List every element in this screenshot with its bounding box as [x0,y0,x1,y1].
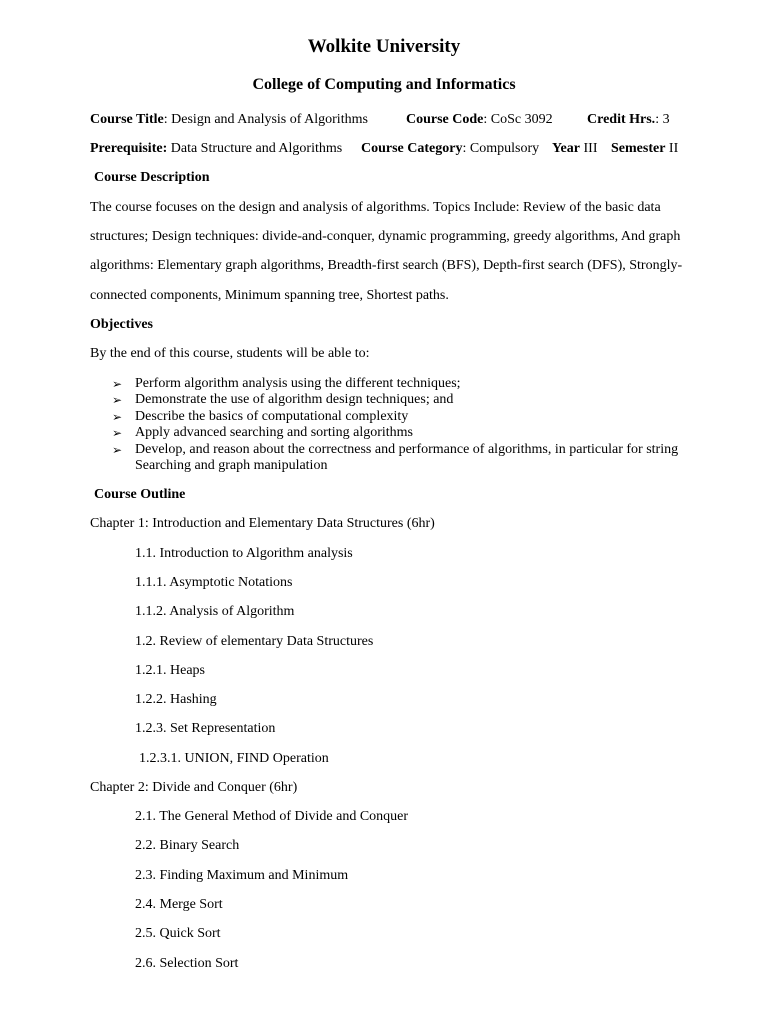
description-line: The course focuses on the design and analysis of algorithms. Topics Include: Review of the basic data [90,200,661,215]
outline-item: 2.2. Binary Search [135,838,240,853]
credit-hours-value: : 3 [655,112,670,127]
arrow-bullet-icon: ➢ [112,409,123,424]
objective-text: Demonstrate the use of algorithm design techniques; and [135,392,454,408]
university-title: Wolkite University [307,36,461,57]
objective-text: Apply advanced searching and sorting algorithms [135,425,413,441]
course-category-label: Course Category [361,141,463,156]
list-item [112,409,712,425]
description-line: connected components, Minimum spanning tree, Shortest paths. [90,288,449,303]
course-code-value: : CoSc 3092 [483,112,553,127]
college-title: College of Computing and Informatics [252,76,516,93]
chapter-title: Chapter 1: Introduction and Elementary Data Structures (6hr) [90,516,435,531]
semester-label: Semester [611,141,666,156]
outline-item: 1.2. Review of elementary Data Structures [135,634,374,649]
arrow-bullet-icon: ➢ [112,377,123,391]
prerequisite-line [90,141,342,157]
list-item [112,376,712,392]
outline-item: 1.1.1. Asymptotic Notations [135,575,293,590]
objectives-list [112,376,712,474]
year-label: Year [552,141,580,156]
objectives-heading: Objectives [90,317,153,332]
outline-item: 2.1. The General Method of Divide and Conquer [135,809,409,824]
arrow-bullet-icon: ➢ [112,393,123,408]
list-item [112,392,712,408]
outline-heading: Course Outline [94,487,186,502]
arrow-bullet-icon: ➢ [112,426,123,441]
prerequisite-label: Prerequisite: [90,141,168,156]
course-category-line [361,141,539,157]
course-code-line [406,112,553,128]
outline-item: 2.5. Quick Sort [135,926,221,941]
outline-item: 1.1.2. Analysis of Algorithm [135,604,295,619]
credit-hours-line [587,112,670,128]
outline-item: 2.6. Selection Sort [135,956,239,971]
list-item [112,442,712,475]
chapter-title: Chapter 2: Divide and Conquer (6hr) [90,780,298,795]
semester-line [611,141,678,157]
course-category-value: : Compulsory [462,141,540,156]
description-line: structures; Design techniques: divide-and-conquer, dynamic programming, greedy algorithms, And graph [90,229,681,244]
course-title-value: : Design and Analysis of Algorithms [163,112,368,127]
course-title-line [90,112,368,128]
course-title-label: Course Title [90,112,164,127]
objective-text: Develop, and reason about the correctness and performance of algorithms, in particular for string Searching and graph manipulation [135,441,679,474]
arrow-bullet-icon: ➢ [112,442,123,457]
semester-value: II [665,141,679,156]
credit-hours-label: Credit Hrs. [587,112,656,127]
course-code-label: Course Code [406,112,484,127]
outline-item: 1.2.3.1. UNION, FIND Operation [139,751,329,766]
year-line [552,141,598,157]
objective-text: Describe the basics of computational complexity [135,408,409,424]
outline-item: 1.1. Introduction to Algorithm analysis [135,546,353,561]
outline-item: 1.2.3. Set Representation [135,721,276,736]
year-value: III [580,141,598,156]
objective-text: Perform algorithm analysis using the different techniques; [135,376,461,391]
description-heading: Course Description [94,170,210,185]
outline-item: 2.4. Merge Sort [135,897,223,912]
objectives-intro: By the end of this course, students will be able to: [90,346,370,361]
prerequisite-value: Data Structure and Algorithms [167,141,343,156]
outline-item: 2.3. Finding Maximum and Minimum [135,868,349,883]
list-item [112,425,712,441]
outline-item: 1.2.2. Hashing [135,692,217,707]
outline-item: 1.2.1. Heaps [135,663,205,678]
description-line: algorithms: Elementary graph algorithms, Breadth-first search (BFS), Depth-first search (DFS), Strongly- [90,258,683,273]
